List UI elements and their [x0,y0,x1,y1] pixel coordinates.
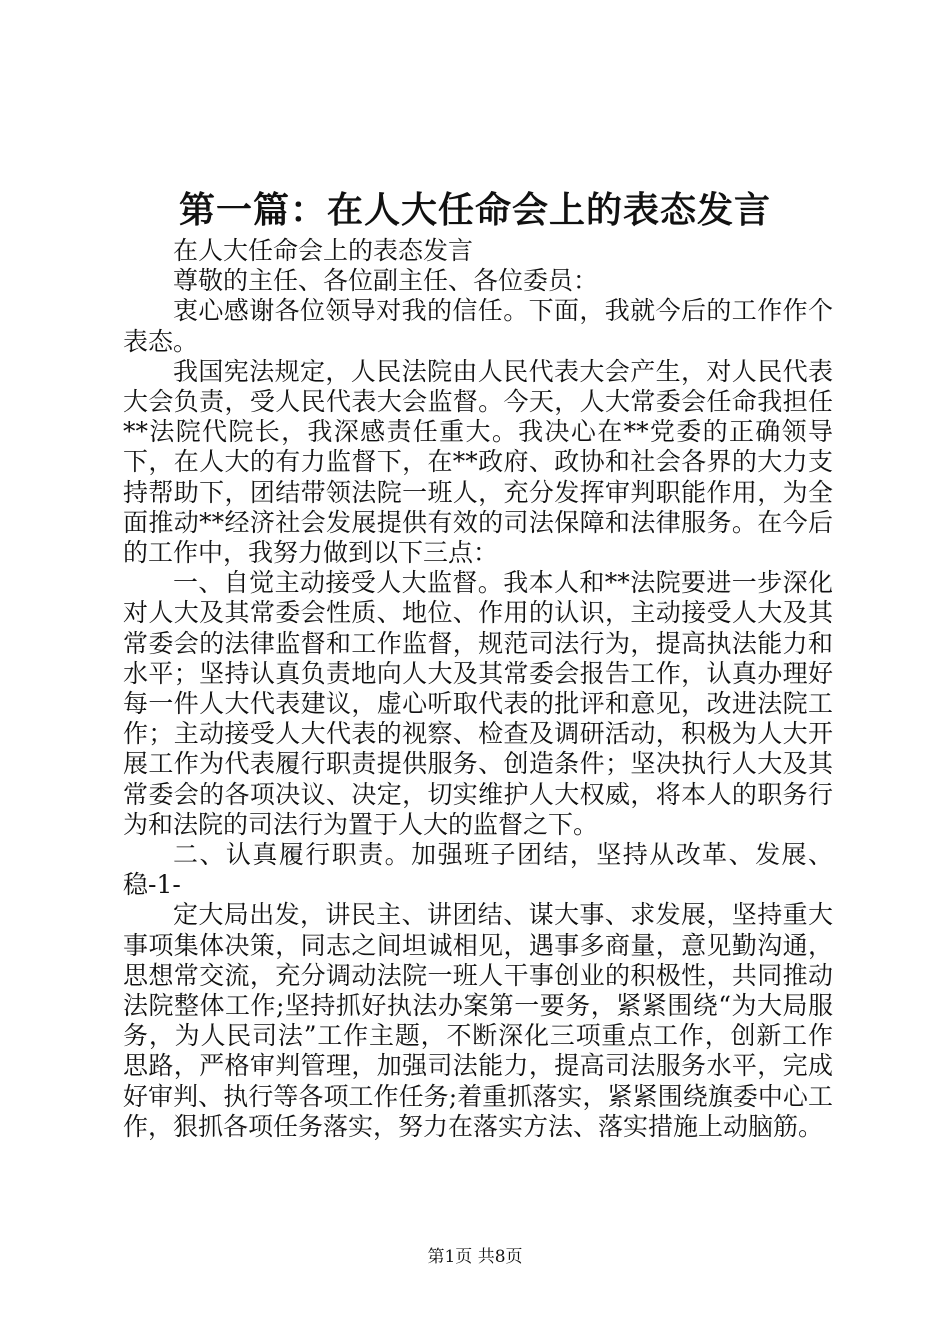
body-paragraph: 衷心感谢各位领导对我的信任。下面，我就今后的工作作个表态。 [123,296,833,356]
document-title: 第一篇：在人大任命会上的表态发言 [178,189,771,231]
salutation-paragraph: 尊敬的主任、各位副主任、各位委员： [173,266,599,296]
body-paragraph: 定大局出发，讲民主、讲团结、谋大事、求发展，坚持重大事项集体决策，同志之间坦诚相见，遇事多商量，意见勤沟通，思想常交流，充分调动法院一班人干事创业的积极性，共同推动法院整体工作;坚持抓好执法办案第一要务，紧紧围绕“为大局服务，为人民司法”工作主题，不断深化三项重点工作，创新工作思路，严格审判管理，加强司法能力，提高司法服务水平，完成好审判、执行等各项工作任务;着重抓落实，紧紧围绕旗委中心工作，狠抓各项任务落实，努力在落实方法、落实措施上动脑筋。 [123,900,833,1141]
body-paragraph: 我国宪法规定，人民法院由人民代表大会产生，对人民代表大会负责，受人民代表大会监督。今天，人大常委会任命我担任**法院代院长，我深感责任重大。我决心在**党委的正确领导下，在人大的有力监督下，在**政府、政协和社会各界的大力支持帮助下，团结带领法院一班人，充分发挥审判职能作用，为全面推动**经济社会发展提供有效的司法保障和法律服务。在今后的工作中，我努力做到以下三点： [123,356,833,568]
subtitle-paragraph: 在人大任命会上的表态发言 [173,236,474,265]
document-body [123,236,833,1142]
body-paragraph: 一、自觉主动接受人大监督。我本人和**法院要进一步深化对人大及其常委会性质、地位、作用的认识，主动接受人大及其常委会的法律监督和工作监督，规范司法行为，提高执法能力和水平；坚持认真负责地向人大及其常委会报告工作，认真办理好每一件人大代表建议，虚心听取代表的批评和意见，改进法院工作；主动接受人大代表的视察、检查及调研活动，积极为人大开展工作为代表履行职责提供服务、创造条件；坚决执行人大及其常委会的各项决议、决定，切实维护人大权威，将本人的职务行为和法院的司法行为置于人大的监督之下。 [123,568,833,839]
page-footer: 第1页 共8页 [427,1247,523,1267]
body-paragraph: 二、认真履行职责。加强班子团结，坚持从改革、发展、稳-1- [123,840,833,900]
